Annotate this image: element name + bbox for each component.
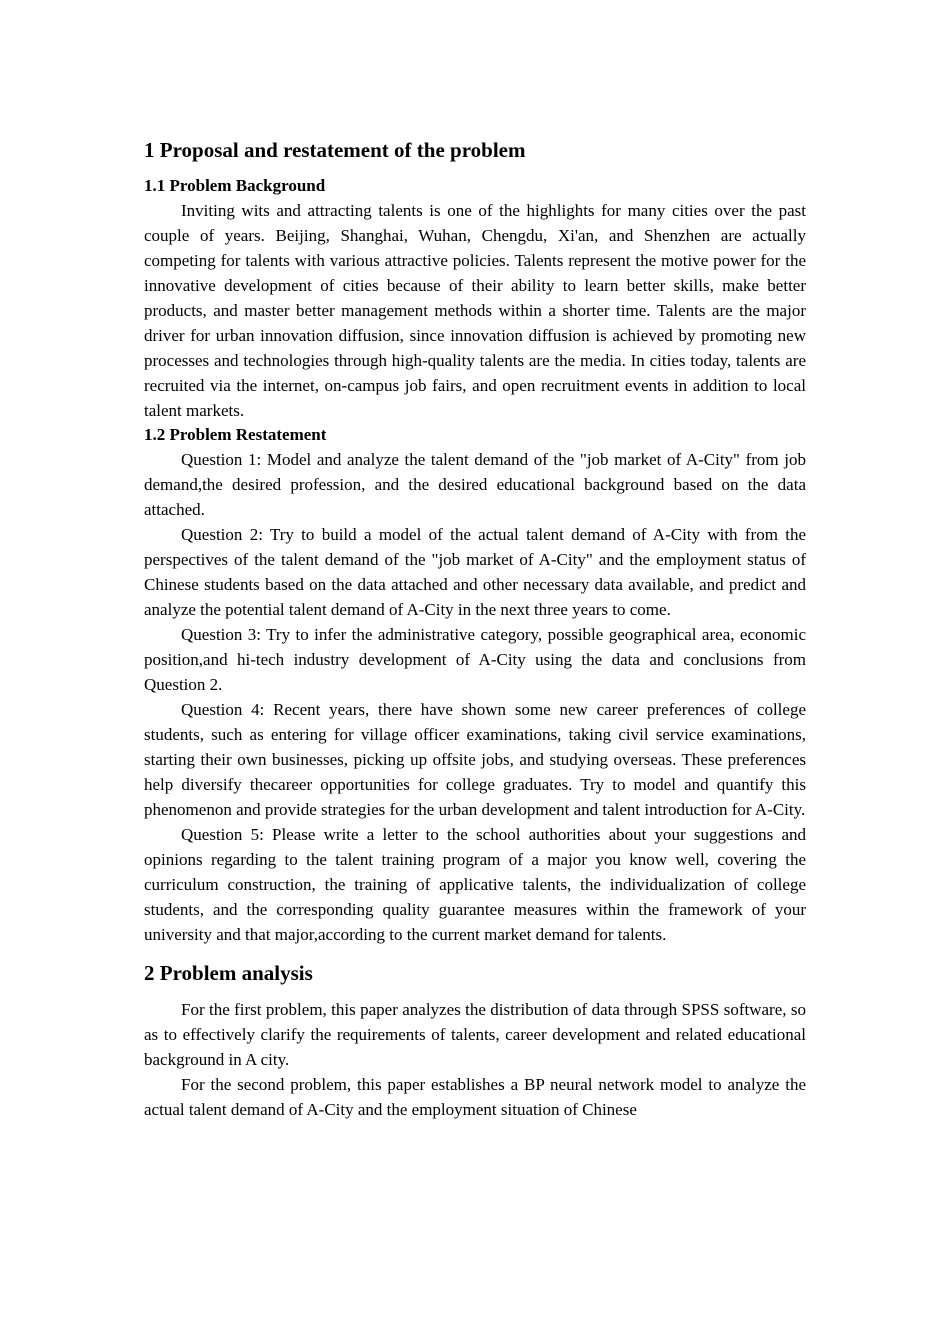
paragraph-question-2: Question 2: Try to build a model of the actual talent demand of A-City with from the perspectives of the talent demand of the "job market of A-City" and the employment status of Chinese students based on the data attached and other necessary data available, and predict and analyze the potential talent demand of A-City in the next three years to come. xyxy=(144,525,806,619)
paragraph-background: Inviting wits and attracting talents is one of the highlights for many cities over the past couple of years. Beijing, Shanghai, Wuhan, Chengdu, Xi'an, and Shenzhen are actually competing for talents with various attractive policies. Talents represent the motive power for the innovative development of cities because of their ability to learn better skills, make better products, and master better management methods within a shorter time. Talents are the major driver for urban innovation diffusion, since innovation diffusion is achieved by promoting new processes and technologies through high-quality talents are the media. In cities today, talents are recruited via the internet, on-campus job fairs, and open recruitment events in addition to local talent markets. xyxy=(144,201,806,420)
paragraph-question-3: Question 3: Try to infer the administrative category, possible geographical area, economic position,and hi-tech industry development of A-City using the data and conclusions from Question 2. xyxy=(144,625,806,694)
paragraph-analysis-1: For the first problem, this paper analyzes the distribution of data through SPSS software, so as to effectively clarify the requirements of talents, career development and related educational background in A city. xyxy=(144,1000,806,1069)
document-page xyxy=(144,136,806,1122)
paragraph-question-1: Question 1: Model and analyze the talent demand of the "job market of A-City" from job demand,the desired profession, and the desired educational background based on the data attached. xyxy=(144,450,806,519)
paragraph-question-4: Question 4: Recent years, there have shown some new career preferences of college students, such as entering for village officer examinations, taking civil service examinations, starting their own businesses, picking up offsite jobs, and studying overseas. These preferences help diversify thecareer opportunities for college graduates. Try to model and quantify this phenomenon and provide strategies for the urban development and talent introduction for A-City. xyxy=(144,700,806,819)
section-heading-2: 2 Problem analysis xyxy=(144,961,313,985)
subsection-heading-1-2: 1.2 Problem Restatement xyxy=(144,425,327,444)
section-heading-1: 1 Proposal and restatement of the problem xyxy=(144,138,526,162)
subsection-heading-1-1: 1.1 Problem Background xyxy=(144,176,326,195)
paragraph-analysis-2: For the second problem, this paper establishes a BP neural network model to analyze the actual talent demand of A-City and the employment situation of Chinese xyxy=(144,1075,806,1119)
paragraph-question-5: Question 5: Please write a letter to the school authorities about your suggestions and opinions regarding to the talent training program of a major you know well, covering the curriculum construction, the training of applicative talents, the individualization of college students, and the corresponding quality guarantee measures within the framework of your university and that major,according to the current market demand for talents. xyxy=(144,825,806,944)
